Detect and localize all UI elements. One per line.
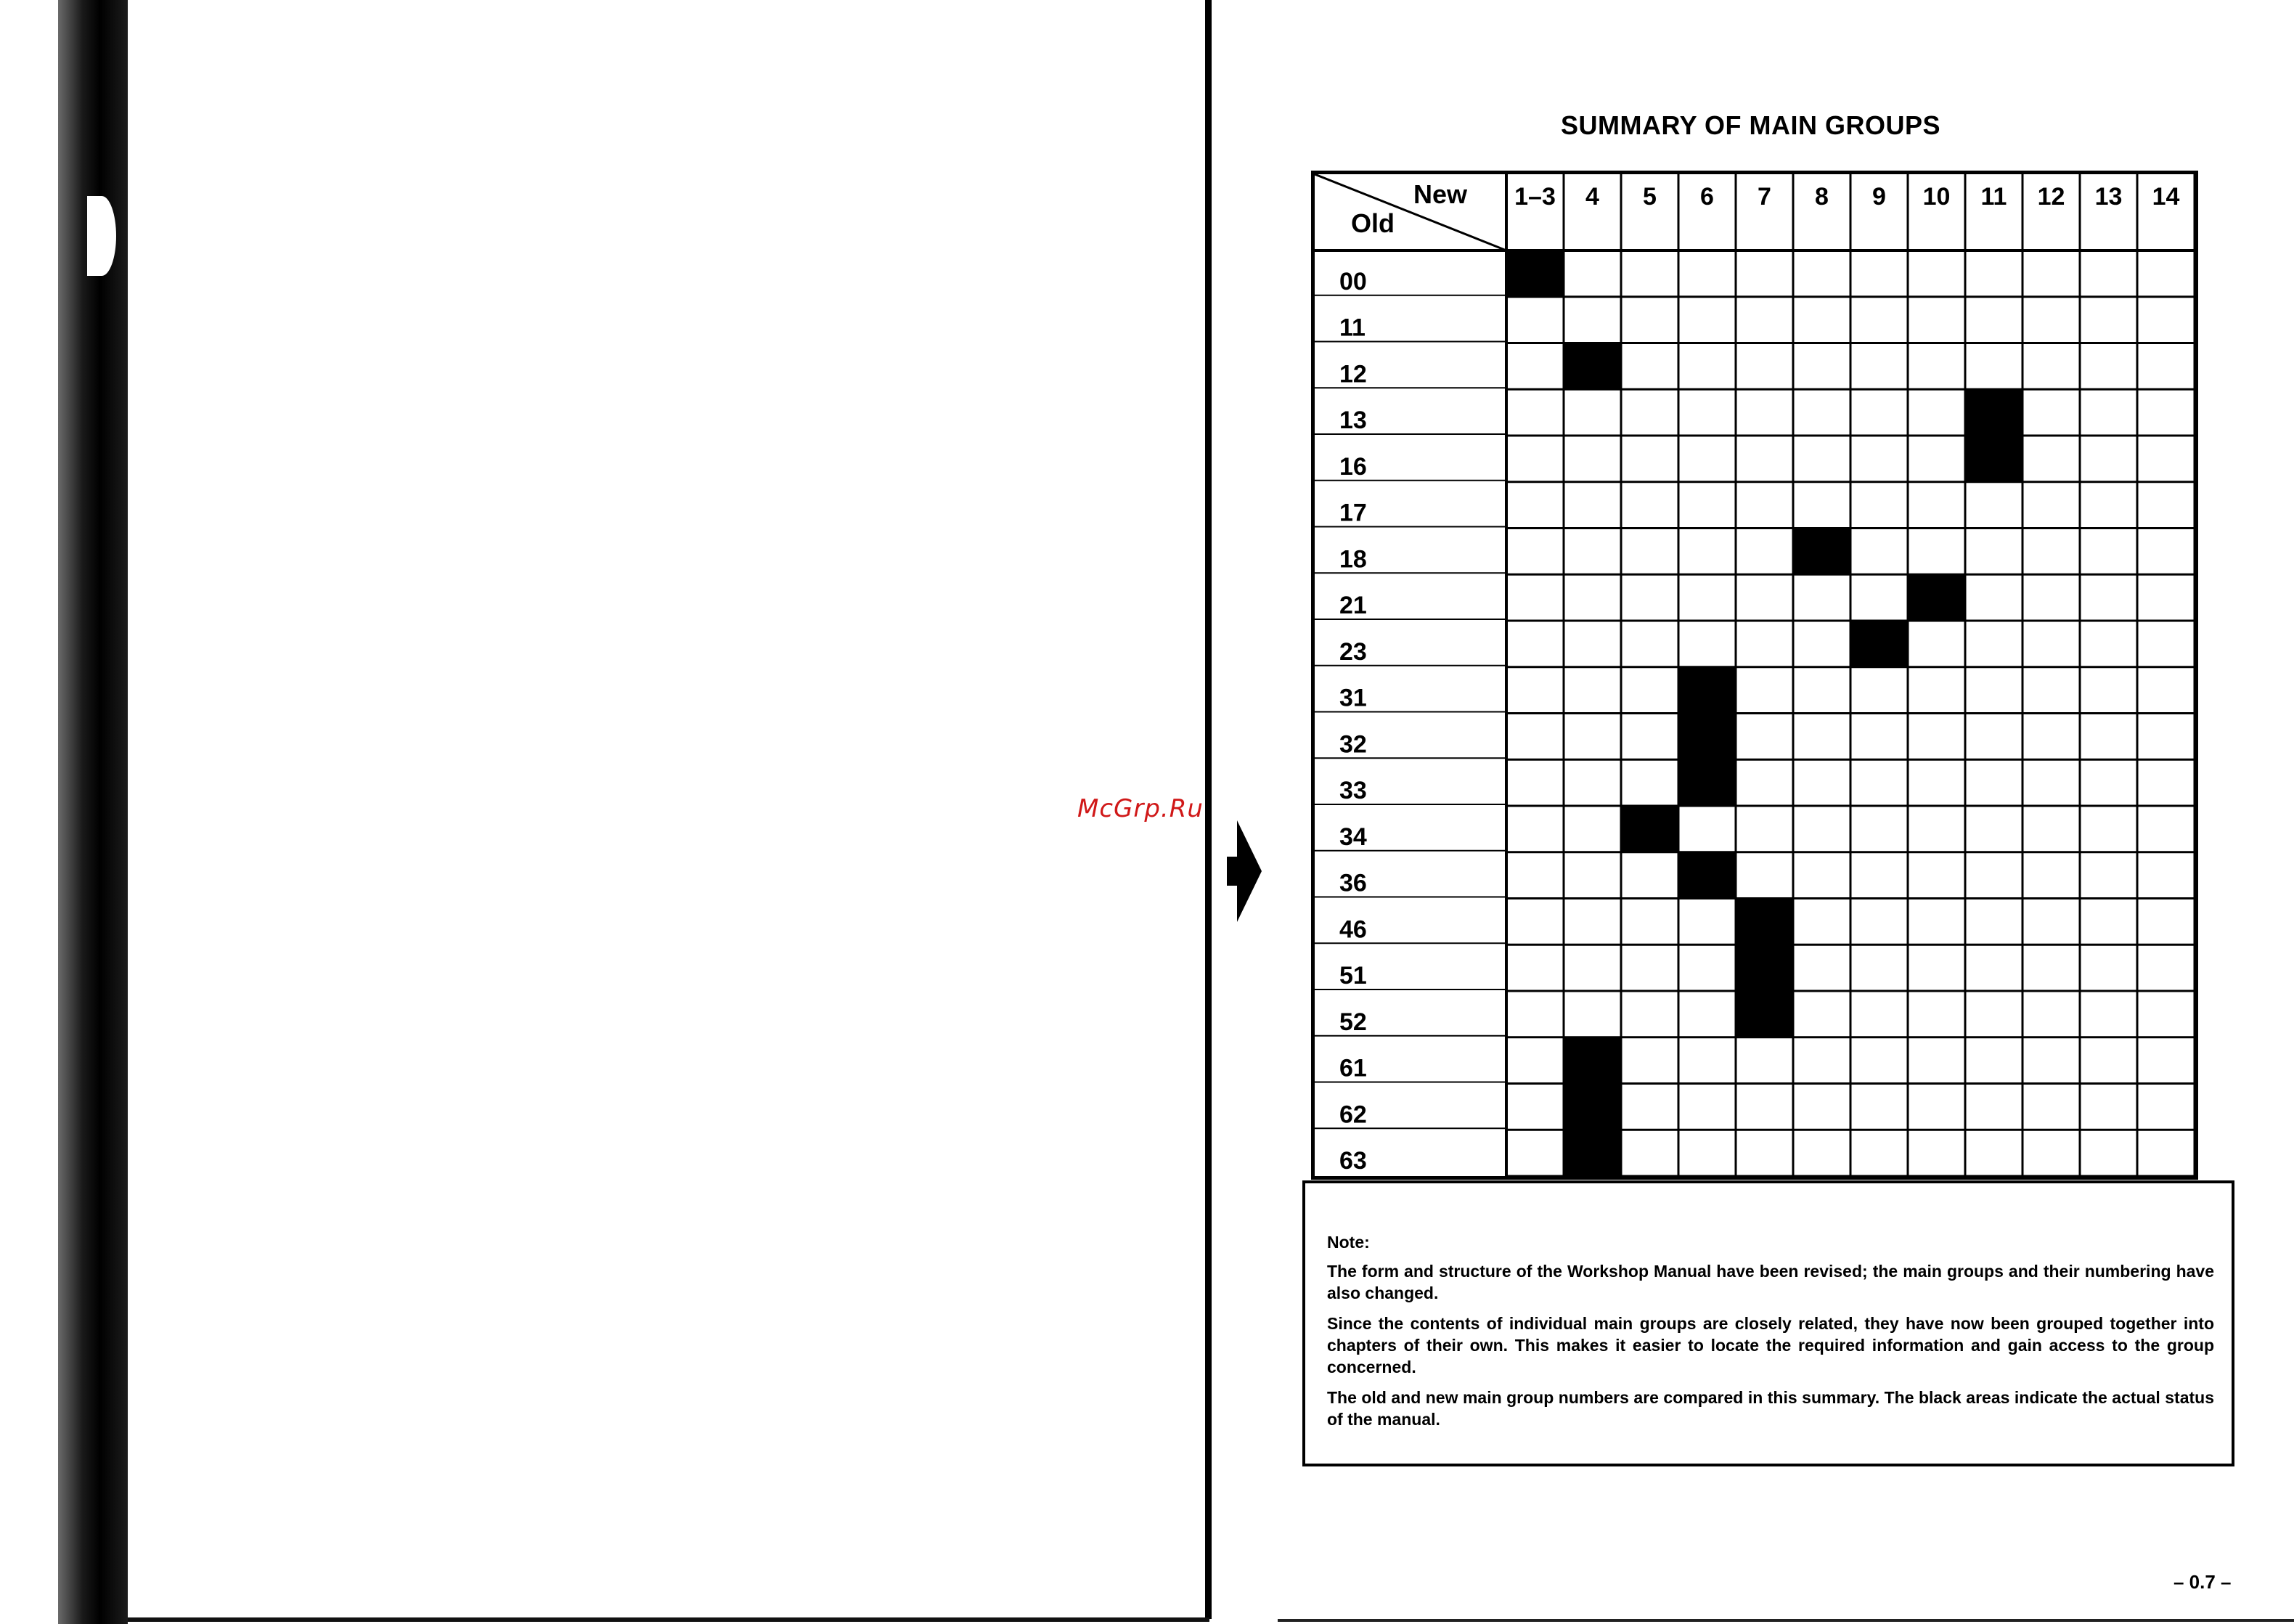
scan-binding-notch xyxy=(87,196,116,276)
old-group-label: 00 xyxy=(1339,267,1367,295)
mapping-cell-12-to-4 xyxy=(1564,343,1621,390)
old-group-label: 46 xyxy=(1339,915,1367,944)
old-group-label: 31 xyxy=(1339,684,1367,712)
mapping-cell-16-to-11 xyxy=(1965,436,2022,482)
old-group-label: 17 xyxy=(1339,499,1367,527)
mapping-cell-00-to-1–3 xyxy=(1506,250,1564,297)
note-label: Note: xyxy=(1327,1233,1370,1252)
new-group-header: 13 xyxy=(2094,183,2123,211)
mapping-cell-34-to-5 xyxy=(1621,806,1678,852)
binder-clip-mark xyxy=(1237,820,1262,922)
note-paragraph-1: The form and structure of the Workshop Manual have been revised; the main groups and their numbering have also changed. xyxy=(1327,1262,2214,1302)
new-group-header: 4 xyxy=(1585,183,1599,211)
corner-old-label: Old xyxy=(1351,208,1395,238)
new-group-header: 9 xyxy=(1872,183,1886,211)
page-title: SUMMARY OF MAIN GROUPS xyxy=(1561,110,1941,140)
new-group-header: 6 xyxy=(1700,183,1714,211)
mapping-cell-61-to-4 xyxy=(1564,1037,1621,1084)
mapping-cell-46-to-7 xyxy=(1736,899,1793,945)
new-group-header: 8 xyxy=(1815,183,1829,211)
old-group-label: 12 xyxy=(1339,360,1367,388)
old-group-label: 32 xyxy=(1339,730,1367,759)
old-group-label: 23 xyxy=(1339,637,1367,666)
page-spine-divider xyxy=(1205,0,1212,1619)
old-group-label: 61 xyxy=(1339,1054,1367,1082)
old-group-label: 36 xyxy=(1339,869,1367,897)
table-grid xyxy=(1315,174,2195,1176)
right-page-bottom-rule xyxy=(1278,1619,2294,1622)
new-group-header: 10 xyxy=(1922,183,1951,211)
mapping-cell-13-to-11 xyxy=(1965,389,2022,436)
note-box xyxy=(1302,1180,2234,1466)
new-group-header: 5 xyxy=(1643,183,1657,211)
new-group-header: 1–3 xyxy=(1514,183,1556,211)
new-group-header: 14 xyxy=(2152,183,2180,211)
mapping-cell-63-to-4 xyxy=(1564,1130,1621,1176)
new-group-header: 12 xyxy=(2037,183,2065,211)
old-group-label: 51 xyxy=(1339,962,1367,990)
old-group-label: 62 xyxy=(1339,1101,1367,1129)
mapping-cell-62-to-4 xyxy=(1564,1084,1621,1130)
note-paragraph-3: The old and new main group numbers are compared in this summary. The black areas indicate the actual status of the manual. xyxy=(1327,1388,2214,1429)
old-group-label: 11 xyxy=(1339,314,1366,342)
mapping-cell-33-to-6 xyxy=(1678,759,1736,806)
group-comparison-table xyxy=(1311,171,2198,1180)
old-group-label: 21 xyxy=(1339,592,1367,619)
old-group-label: 13 xyxy=(1339,407,1367,434)
page-number: – 0.7 – xyxy=(2173,1571,2232,1593)
corner-new-label: New xyxy=(1413,179,1468,209)
mapping-cell-51-to-7 xyxy=(1736,944,1793,991)
note-paragraph-2: Since the contents of individual main groups are closely related, they have now been grouped together into chapters of their own. This makes it easier to locate the required information and gain access to the group concerned. xyxy=(1327,1314,2214,1376)
mapping-cell-21-to-10 xyxy=(1908,574,1965,621)
old-group-label: 63 xyxy=(1339,1147,1367,1175)
old-group-label: 52 xyxy=(1339,1008,1367,1036)
mapping-cell-32-to-6 xyxy=(1678,714,1736,760)
mapping-cell-31-to-6 xyxy=(1678,667,1736,714)
mapping-cell-23-to-9 xyxy=(1850,621,1908,667)
corner-diagonal xyxy=(1315,174,1506,250)
left-page-bottom-rule xyxy=(128,1617,1209,1622)
old-group-label: 16 xyxy=(1339,452,1367,481)
new-group-header: 11 xyxy=(1980,183,2007,211)
old-group-label: 34 xyxy=(1339,823,1367,851)
old-group-label: 18 xyxy=(1339,545,1367,574)
mapping-cell-36-to-6 xyxy=(1678,852,1736,899)
watermark: McGrp.Ru xyxy=(1077,794,1204,823)
mapping-cell-52-to-7 xyxy=(1736,991,1793,1037)
old-group-label: 33 xyxy=(1339,777,1367,804)
mapping-cell-18-to-8 xyxy=(1793,529,1850,575)
new-group-header: 7 xyxy=(1758,183,1771,211)
